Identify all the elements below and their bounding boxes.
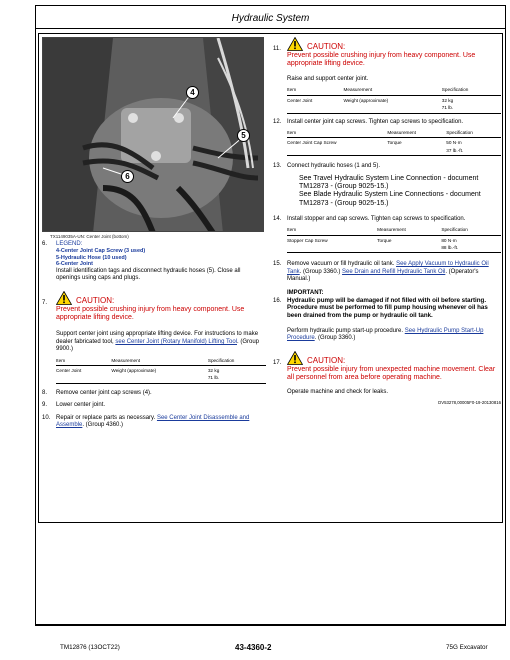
spec-cell [446,138,501,156]
step-text-part: Perform hydraulic pump start-up procedure. [287,327,404,334]
footer-page-number: 43-4360-2 [235,643,272,652]
caution-heading [287,37,501,51]
spec-cell: Torque [387,138,446,156]
caution-heading [56,291,266,305]
step-7 [42,291,266,383]
caution-text: Prevent possible crushing injury from heavy component. Use appropriate lifting device. [287,52,476,67]
spec-header: Specification [442,86,501,95]
spec-table [287,129,501,156]
spec-cell: Center Joint [56,366,111,384]
spec-header: Measurement [343,86,441,95]
spec-value: 71 lb. [207,375,220,381]
step-text: Lower center joint. [56,402,106,409]
important-text: Hydraulic pump will be damaged if not filled with oil before starting. Procedure must be performed to fill pump housing whenever oil has been drained from the pump or hydraulic oil tank. [287,297,488,319]
spec-value: 37 lb.-ft. [446,147,464,153]
spec-value: 71 lb. [441,105,454,111]
step-text-part: . (Group 3360.) [299,268,341,275]
spec-cell [441,235,501,253]
step-text-part: Remove vacuum or fill hydraulic oil tank. [287,261,395,268]
step-text [56,415,266,430]
center-joint-lifting-tool-link[interactable]: see Center Joint (Rotary Manifold) Lifting Tool [115,338,237,345]
spec-value: 32 kg [441,97,454,103]
callout-4: 4 [186,86,199,99]
right-column [273,37,501,405]
warning-triangle-icon [287,351,303,365]
header-rule [36,28,505,29]
center-joint-photo [42,37,264,232]
figure-caption: TX1149035A-UN: Center Joint (bottom) [50,234,129,239]
legend-item: 4-Center Joint Cap Screw (3 used) [56,248,146,255]
pump-startup-link[interactable]: See Hydraulic Pump Start-Up Procedure [287,327,484,342]
step-12 [273,119,501,157]
step-number: 13. [273,163,282,170]
center-joint-disassemble-link[interactable]: See Center Joint Disassemble and Assemble [56,414,250,429]
caution-label: CAUTION: [307,355,346,365]
step-17 [273,351,501,396]
footer-manual-id: TM12876 (13OCT22) [60,644,120,651]
step-number: 11. [273,46,281,52]
step-text: Install identification tags and disconnect hydraulic hoses (5). Close all openings using caps and plugs. [56,267,241,282]
spec-value: 50 N·m [446,140,462,146]
spec-header: Item [287,129,387,138]
spec-header: Item [56,357,111,366]
spec-value: 80 N·m [441,237,457,243]
callout-6: 6 [121,170,134,183]
spec-header: Specification [208,357,266,366]
spec-header: Measurement [377,226,441,235]
reference-text: See Blade Hydraulic System Line Connections - document TM12873 - (Group 9025-15.) [299,191,481,207]
step-number: 10. [42,414,51,421]
step-11 [273,37,501,114]
document-code: DV53278,00005F0-19-20130816 [438,400,501,406]
spec-header: Specification [446,129,501,138]
step-10 [42,415,266,430]
step-text-part: . (Group 9900.) [56,338,260,353]
step-number: 12. [273,118,282,125]
step-text-part: Support center joint using appropriate lifting device. For instructions to make dealer fabricated tool, [56,331,259,345]
spec-cell: Stopper Cap Screw [287,235,377,253]
table-row [287,95,501,113]
step-9 [42,402,266,409]
spec-cell [208,366,266,384]
spec-cell: Center Joint Cap Screw [287,138,387,156]
spec-table [287,86,501,113]
spec-table [56,357,266,384]
important-label: IMPORTANT: [287,289,324,296]
step-text-part: . (Operator's Manual.) [287,268,479,283]
left-column [42,37,266,430]
step-text [287,328,501,343]
spec-cell: Weight (approximate) [111,366,207,384]
page-title: Hydraulic System [231,13,310,24]
spec-header: Item [287,226,377,235]
step-text [56,331,266,353]
caution-text: Prevent possible injury from unexpected machine movement. Clear all personnel from area before operating machine. [287,365,496,381]
step-text-part: Repair or replace parts as necessary. [56,414,156,421]
page-frame [35,5,506,625]
step-8 [42,390,266,397]
step-number: 9. [42,402,48,409]
step-text: Remove center joint cap screws (4). [56,389,152,396]
spec-header: Measurement [387,129,446,138]
step-text [287,261,501,283]
legend-item: 5-Hydraulic Hose (10 used) [56,254,127,261]
spec-value: 32 kg [207,368,220,374]
spec-cell: Center Joint [287,95,343,113]
legend-item: 6-Center Joint [56,261,93,268]
spec-table [287,226,501,253]
footer-rule [35,625,506,626]
spec-header: Measurement [111,357,207,366]
step-number: 6. [42,241,48,247]
step-text-part: . (Group 4360.) [82,422,124,429]
center-joint-illustration [43,38,264,232]
step-text: Connect hydraulic hoses (1 and 5). [287,163,381,170]
spec-cell: Weight (approximate) [343,95,441,113]
caution-text: Prevent possible crushing injury from heavy component. Use appropriate lifting device. [56,306,245,322]
step-text: Install center joint cap screws. Tighten cap screws to specification. [287,118,464,125]
caution-label: CAUTION: [307,42,346,51]
callout-5: 5 [237,129,250,142]
step-number: 7. [42,300,48,307]
warning-triangle-icon [56,291,72,305]
step-number: 16. [273,297,282,304]
step-15 [273,261,501,283]
table-row [287,235,501,253]
content-box [38,33,503,523]
spec-cell [442,95,501,113]
step-16 [273,290,501,343]
warning-triangle-icon [287,37,303,51]
step-13 [273,163,501,208]
step-number: 17. [273,359,282,366]
step-text: Install stopper and cap screws. Tighten cap screws to specification. [287,215,466,222]
step-number: 8. [42,389,48,396]
table-row [56,366,266,384]
step-text: Operate machine and check for leaks. [287,388,389,395]
drain-refill-link[interactable]: See Drain and Refill Hydraulic Tank Oil [342,268,446,275]
step-text: Raise and support center joint. [287,76,369,82]
step-text-part: . (Group 3360.) [314,335,356,342]
step-6 [42,241,266,282]
caution-label: CAUTION: [76,296,115,306]
footer-machine-model: 75G Excavator [446,644,488,651]
spec-header: Specification [441,226,501,235]
step-14 [273,216,501,254]
reference-text: See Travel Hydraulic System Line Connection - document TM12873 - (Group 9025-15.) [299,174,479,190]
spec-value: 88 lb.-ft. [441,245,459,251]
spec-cell: Torque [377,235,441,253]
apply-vacuum-link[interactable]: See Apply Vacuum to Hydraulic Oil Tank [287,261,489,275]
step-number: 15. [273,261,282,268]
spec-header: Item [287,86,343,95]
caution-heading [287,351,501,365]
legend-title: LEGEND: [56,241,83,247]
step-number: 14. [273,215,282,222]
table-row [287,138,501,156]
